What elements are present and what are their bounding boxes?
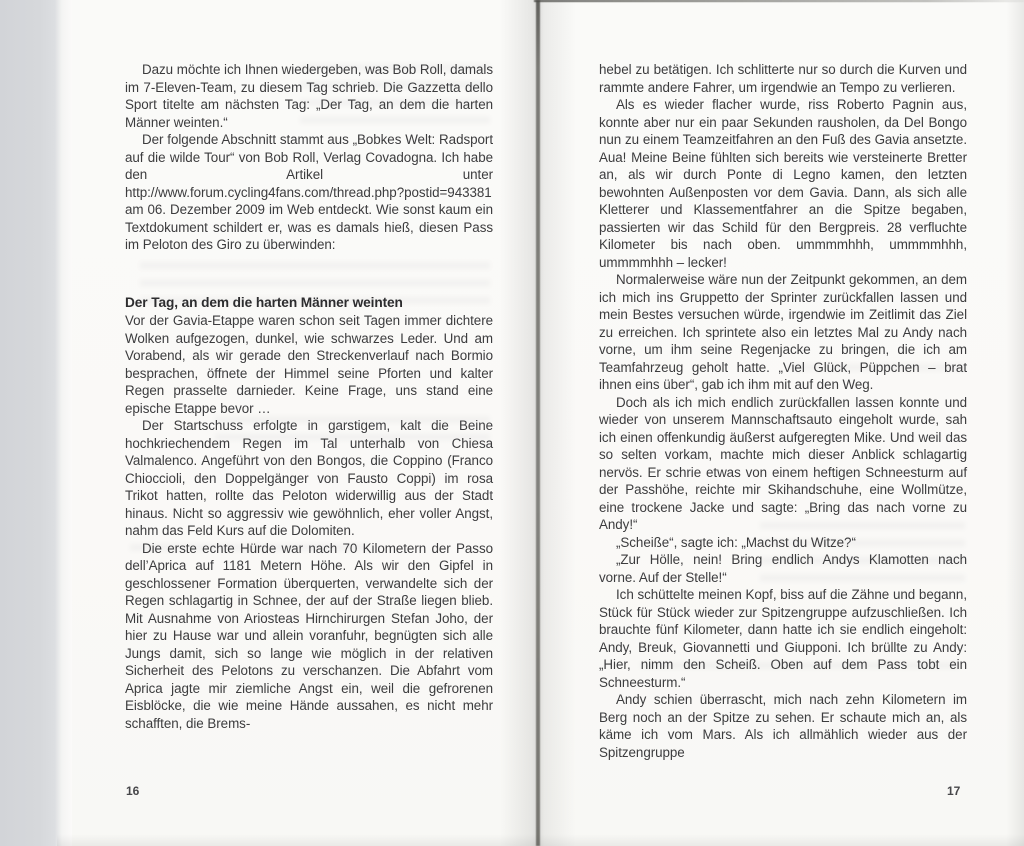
page-edge-right (1006, 0, 1024, 846)
paragraph: Doch als ich mich endlich zurückfallen lassen konnte und wieder von unserem Mannschaftsauto eingeholt wurde, sah ich einen offenkundig äußerst aufgeregten Mike. Und weil das so selten vorkam, machte mich dieser Anblick schlagartig nervös. Er schrie etwas von einem heftigen Schneesturm auf der Passhöhe, reichte mir Skihandschuhe, eine Wollmütze, eine trockene Jacke und sagte: „Bring das nach vorne zu Andy!“ (599, 394, 967, 532)
left-page-text-block (125, 61, 493, 732)
paragraph: Ich schüttelte meinen Kopf, biss auf die Zähne und begann, Stück für Stück wieder zur Spitzengruppe aufzuschließen. Ich brauchte fünf Kilometer, dann hatte ich sie endlich eingeholt: Andy, Breuk, Giovannetti und Giupponi. Ich brüllte zu Andy: „Hier, nimm den Scheiß. Oben auf dem Pass tobt ein Schneesturm.“ (599, 587, 967, 690)
page-number: 16 (126, 784, 140, 798)
scan-edge-top (534, 0, 1024, 2)
paragraph: Vor der Gavia-Etappe waren schon seit Tagen immer dichtere Wolken aufgezogen, dunkel, wie schwarzes Leder. Und am Vorabend, als wir gerade den Streckenverlauf nach Bormio besprachen, öffnete der Himmel seine Pforten und kalter Regen prasselte darnieder. Keine Frage, uns stand eine epische Etappe bevor … (125, 313, 493, 416)
page-edge-left (0, 0, 72, 846)
paragraph: Als es wieder flacher wurde, riss Roberto Pagnin aus, konnte aber nur ein paar Sekunden rausholen, da Del Bongo nun zu einem Teamzeitfahren an den Fuß des Gavia ansetzte. Aua! Meine Beine fühlten sich bereits wie versteinerte Bretter an, als wir durch Ponte di Legno kamen, den letzten bewohnten Außenposten vor dem Gavia. Dann, als sich alle Kletterer und Klassementfahrer an die Spitze begaben, passierten wir das Schild für den Bergpreis. 28 verfluchte Kilometer bis nach oben. ummmmhhh, ummmmhhh, ummmmhhh – lecker! (599, 97, 967, 270)
section-heading: Der Tag, an dem die harten Männer weinten (125, 294, 403, 310)
paragraph: „Zur Hölle, nein! Bring endlich Andys Klamotten nach vorne. Auf der Stelle!“ (599, 552, 967, 585)
paragraph: Dazu möchte ich Ihnen wiedergeben, was Bob Roll, damals im 7-Eleven-Team, zu diesem Tag schrieb. Die Gazzetta dello Sport titelte am nächsten Tag: „Der Tag, an dem die harten Männer weinten.“ (125, 62, 493, 130)
page-edge-bottom (57, 834, 1024, 846)
paragraph: Der Startschuss erfolgte in garstigem, kalt die Beine hochkriechendem Regen im Tal unterhalb von Chiesa Valmalenco. Angeführt von den Bongos, die Coppino (Franco Chioccioli, den Doppelgänger von Fausto Coppi) im rosa Trikot hatten, rollte das Peloton widerwillig aus der Stadt hinaus. Nicht so aggressiv wie gewöhnlich, eher voller Angst, nahm das Feld Kurs auf die Dolomiten. (125, 418, 493, 538)
paragraph: Normalerweise wäre nun der Zeitpunkt gekommen, an dem ich mich ins Gruppetto der Sprinter zurückfallen lassen und mein Bestes versuchen würde, irgendwie im Zeitlimit das Ziel zu erreichen. Ich sprintete also ein letztes Mal zu Andy nach vorne, um ihm seine Regenjacke zu bringen, die ich am Teamfahrzeug geholt hatte. „Viel Glück, Püppchen – brat ihnen eins über“, gab ich ihm mit auf den Weg. (599, 272, 967, 392)
paragraph: Die erste echte Hürde war nach 70 Kilometern der Passo dell’Aprica auf 1181 Metern Höhe. Als wir den Gipfel in geschlossener Formation überquerten, verwandelte sich der Regen schlagartig in Schnee, der auf der Straße liegen blieb. Mit Ausnahme von Ariosteas Hirnchirurgen Stefan Joho, der hier zu Hause war und allein voranfuhr, begnügten sich alle Jungs damit, sich so lange wie möglich in der relativen Sicherheit des Pelotons zu verschanzen. Die Abfahrt vom Aprica jagte mir ziemliche Angst ein, weil die gefrorenen Eisblöcke, die wie meine Hände aussahen, es nicht mehr schafften, die Brems- (125, 540, 493, 731)
paragraph: Der folgende Abschnitt stammt aus „Bobkes Welt: Radsport auf die wilde Tour“ von Bob Roll, Verlag Covadogna. Ich habe den Artikel unter http://www.forum.cycling4fans.com/thread.php?postid=943381 am 06. Dezember 2009 im Web entdeckt. Wie sonst kaum ein Textdokument schildert er, was es damals hieß, diesen Pass im Peloton des Giro zu überwinden: (125, 132, 493, 252)
paragraph: Andy schien überrascht, mich nach zehn Kilometern im Berg noch an der Spitze zu sehen. Er schaute mich an, als käme ich vom Mars. Als ich allmählich wieder aus der Spitzengruppe (599, 692, 967, 760)
paragraph: hebel zu betätigen. Ich schlitterte nur so durch die Kurven und rammte andere Fahrer, um irgendwie an Tempo zu verlieren. (599, 62, 967, 95)
gutter-crease-line (536, 0, 540, 846)
paragraph: „Scheiße“, sagte ich: „Machst du Witze?“ (616, 534, 856, 550)
page-number: 17 (947, 784, 961, 798)
right-page-text-block (599, 61, 967, 761)
